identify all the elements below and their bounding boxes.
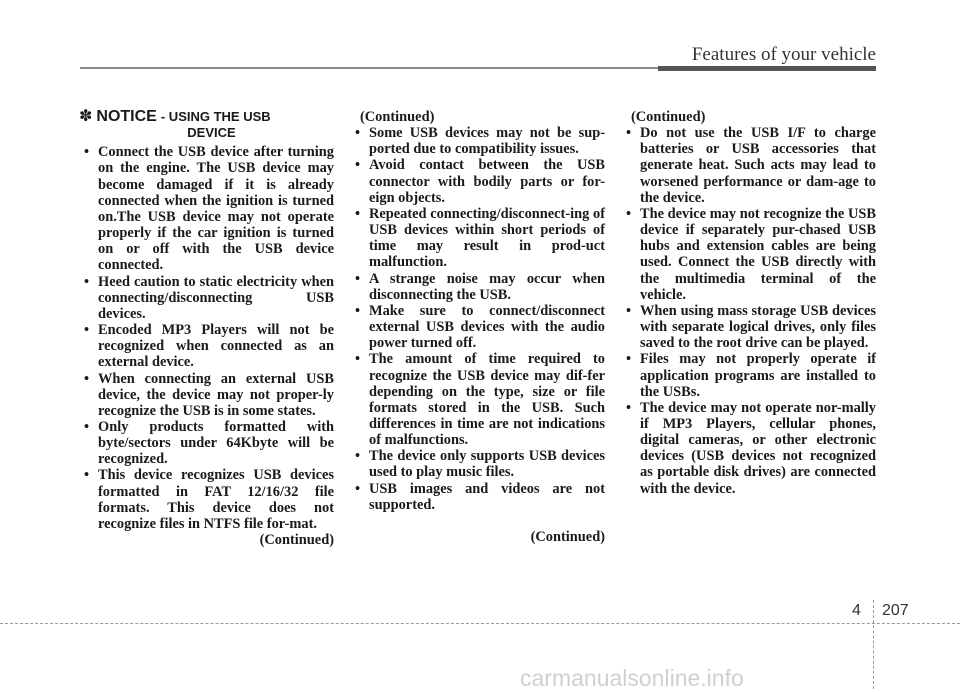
continued-top-label: (Continued) <box>360 109 435 125</box>
bullet-list-2 <box>350 125 605 513</box>
watermark[interactable]: carmanualsonline.info <box>520 665 744 691</box>
footer-divider <box>873 600 874 689</box>
list-item: • Make sure to connect/disconnect external USB devices with the audio power turned off. <box>350 303 605 351</box>
notice-title-part2: DEVICE <box>187 125 236 141</box>
list-item: • Avoid contact between the USB connector with bodily parts or for-eign objects. <box>350 157 605 205</box>
column-2 <box>350 109 605 545</box>
list-item: • Encoded MP3 Players will not be recognized when connected as an external device. <box>79 322 334 370</box>
list-item: • USB images and videos are not supported. <box>350 481 605 513</box>
list-item: • This device recognizes USB devices formatted in FAT 12/16/32 file formats. This device does not recognize files in NTFS file for-mat. <box>79 467 334 532</box>
page-number: 207 <box>882 602 909 619</box>
notice-star-icon: ✽ <box>79 108 93 125</box>
list-item: • Repeated connecting/disconnect-ing of USB devices within short periods of time may result in prod-uct malfunction. <box>350 206 605 271</box>
footer-rule <box>0 623 960 624</box>
bullet-list-1 <box>79 144 334 532</box>
column-1 <box>79 109 334 548</box>
list-item: • Only products formatted with byte/sectors under 64Kbyte will be recognized. <box>79 419 334 467</box>
list-item: • When connecting an external USB device, the device may not proper-ly recognize the USB is in some states. <box>79 371 334 419</box>
list-item: • When using mass storage USB devices with separate logical drives, only files saved to the root drive can be played. <box>621 303 876 351</box>
continued-top-label: (Continued) <box>631 109 706 125</box>
list-item: • The device may not recognize the USB device if separately pur-chased USB hubs and extension cables are being used. Connect the USB directly with the multimedia terminal of the vehicle. <box>621 206 876 303</box>
list-item: • The device may not operate nor-mally if MP3 Players, cellular phones, digital cameras, or other electronic devices (USB devices not recognized as portable disk drives) are connected with the device. <box>621 400 876 497</box>
continued-label: (Continued) <box>530 528 605 545</box>
notice-title-part1: - USING THE USB <box>160 109 271 124</box>
notice-label: NOTICE <box>96 108 157 125</box>
list-item: • Connect the USB device after turning on the engine. The USB device may become damaged if it is already connected when the ignition is turned on.The USB device may not operate properly if the car ignition is turned on or off with the USB device connected. <box>79 144 334 273</box>
list-item: • The device only supports USB devices used to play music files. <box>350 448 605 480</box>
bullet-list-3 <box>621 125 876 497</box>
list-item: • A strange noise may occur when disconnecting the USB. <box>350 271 605 303</box>
section-title: Features of your vehicle <box>691 44 876 65</box>
chapter-number: 4 <box>852 602 861 619</box>
list-item: • Do not use the USB I/F to charge batteries or USB accessories that generate heat. Such acts may lead to worsened performance or dam-age to the device. <box>621 125 876 206</box>
list-item: • Some USB devices may not be sup-ported due to compatibility issues. <box>350 125 605 157</box>
list-item: • Files may not properly operate if application programs are installed to the USBs. <box>621 351 876 399</box>
list-item: • The amount of time required to recognize the USB device may dif-fer depending on the type, size or file formats stored in the USB. Such differences in time are not indications of malfunctions. <box>350 351 605 448</box>
continued-label: (Continued) <box>259 532 334 549</box>
column-3 <box>621 109 876 497</box>
notice-heading <box>79 109 334 141</box>
header-accent-bar <box>658 66 876 71</box>
list-item: • Heed caution to static electricity when connecting/disconnecting USB devices. <box>79 274 334 322</box>
